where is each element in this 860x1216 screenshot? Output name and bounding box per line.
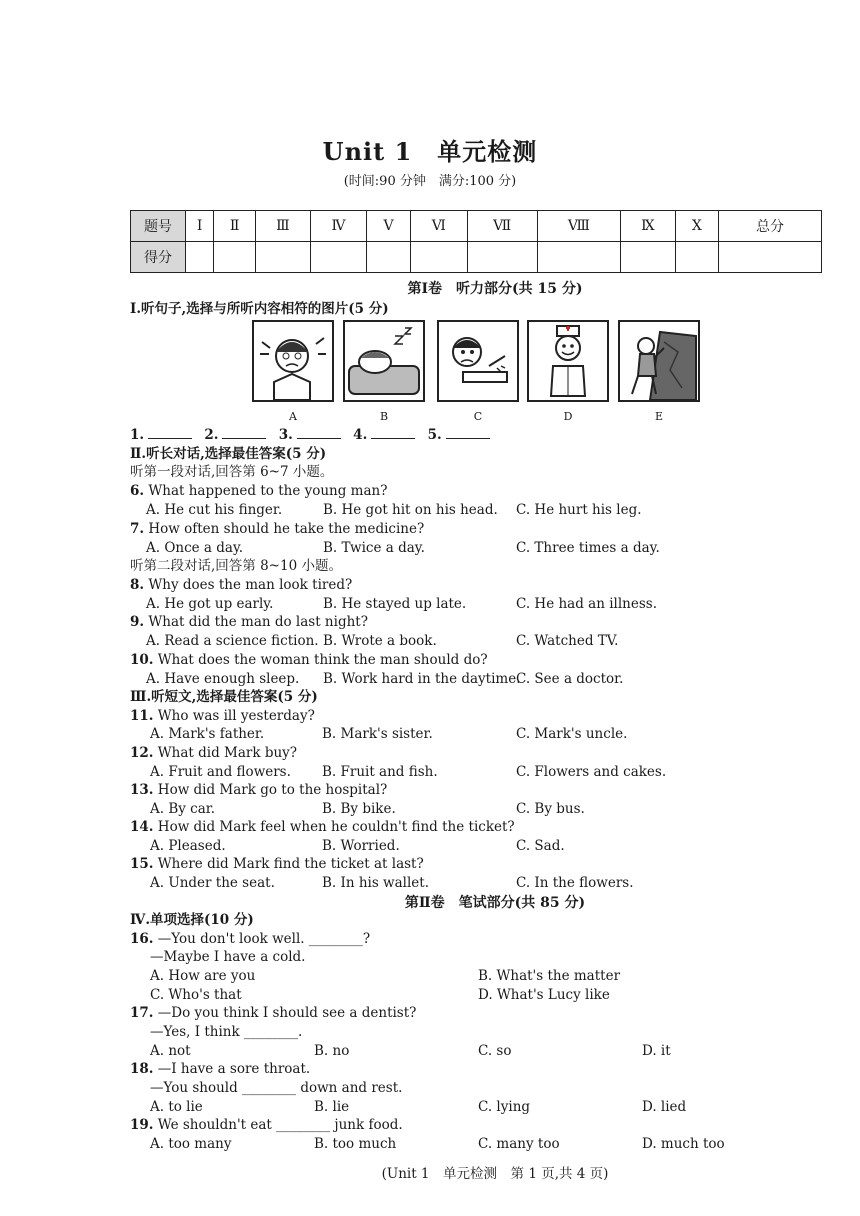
option-b[interactable]: B. By bike. [322, 801, 396, 817]
picture-label: E [654, 410, 664, 423]
score-cell[interactable] [214, 242, 256, 273]
question-stem: —Do you think I should see a dentist? [157, 1005, 417, 1021]
picture-d-doctor-icon [527, 320, 609, 402]
score-col: Ⅶ [467, 211, 537, 242]
question-text [130, 855, 424, 873]
score-col: Ⅷ [537, 211, 620, 242]
blank-number: 3. [278, 427, 293, 443]
option-c[interactable]: C. He had an illness. [516, 596, 657, 612]
section1-heading: Ⅰ.听句子,选择与所听内容相符的图片(5 分) [130, 301, 389, 317]
question-number: 17. [130, 1005, 154, 1021]
question-stem: How often should he take the medicine? [148, 521, 425, 537]
answer-blanks-row [130, 426, 498, 444]
question-stem: Why does the man look tired? [148, 577, 353, 593]
score-col: Ⅱ [214, 211, 256, 242]
score-cell[interactable] [410, 242, 467, 273]
option-c[interactable]: C. Watched TV. [516, 633, 619, 649]
score-cell[interactable] [675, 242, 718, 273]
question-number: 18. [130, 1061, 154, 1077]
picture-b-sleeping-icon [343, 320, 425, 402]
score-col: 总分 [718, 211, 821, 242]
question-text [130, 651, 488, 669]
question-stem: Where did Mark find the ticket at last? [157, 856, 424, 872]
score-cell[interactable] [620, 242, 675, 273]
option-a[interactable]: A. not [150, 1043, 191, 1059]
blank-number: 1. [130, 427, 145, 443]
score-col: Ⅴ [367, 211, 411, 242]
option-c[interactable]: C. lying [478, 1099, 531, 1115]
score-cell[interactable] [186, 242, 214, 273]
option-c[interactable]: C. many too [478, 1136, 560, 1152]
section2-intro1: 听第一段对话,回答第 6~7 小题。 [130, 464, 334, 480]
option-b[interactable]: B. In his wallet. [322, 875, 429, 891]
option-c[interactable]: C. See a doctor. [516, 671, 624, 687]
score-col: Ⅲ [255, 211, 310, 242]
section2-heading: Ⅱ.听长对话,选择最佳答案(5 分) [130, 446, 327, 462]
picture-a-headache-icon [252, 320, 334, 402]
question-number: 7. [130, 521, 145, 537]
picture-label: C [473, 410, 483, 423]
score-row-label: 得分 [131, 242, 186, 273]
option-a[interactable]: A. too many [150, 1136, 232, 1152]
picture-label: B [379, 410, 389, 423]
option-c[interactable]: C. Three times a day. [516, 540, 660, 556]
question-stem: We shouldn't eat ________ junk food. [157, 1117, 403, 1133]
option-c[interactable]: C. Sad. [516, 838, 565, 854]
option-b[interactable]: B. too much [314, 1136, 397, 1152]
section4-heading: Ⅳ.单项选择(10 分) [130, 912, 254, 928]
question-stem: How did Mark feel when he couldn't find the ticket? [157, 819, 515, 835]
option-b[interactable]: B. lie [314, 1099, 350, 1115]
score-col: Ⅸ [620, 211, 675, 242]
option-b[interactable]: B. Twice a day. [323, 540, 425, 556]
question-text [130, 520, 424, 538]
option-a[interactable]: A. He got up early. [146, 596, 274, 612]
score-col: Ⅳ [310, 211, 366, 242]
option-b[interactable]: B. Worried. [322, 838, 400, 854]
blank-number: 4. [353, 427, 368, 443]
option-a[interactable]: A. How are you [150, 968, 256, 984]
question-number: 13. [130, 782, 154, 798]
question-number: 15. [130, 856, 154, 872]
page-subtitle: (时间:90 分钟 满分:100 分) [343, 174, 517, 189]
score-cell[interactable] [310, 242, 366, 273]
picture-label: D [563, 410, 573, 423]
score-cell[interactable] [718, 242, 821, 273]
question-stem: —I have a sore throat. [157, 1061, 311, 1077]
picture-e-climbing-icon [618, 320, 700, 402]
option-c[interactable]: C. In the flowers. [516, 875, 634, 891]
part1-heading: 第Ⅰ卷 听力部分(共 15 分) [407, 281, 583, 297]
question-stem: What does the woman think the man should do? [157, 652, 488, 668]
question-stem: What did Mark buy? [157, 745, 298, 761]
option-c[interactable]: C. Flowers and cakes. [516, 764, 667, 780]
option-a[interactable]: A. Have enough sleep. [146, 671, 300, 687]
question-number: 16. [130, 931, 154, 947]
answer-blank[interactable] [148, 438, 192, 439]
option-c[interactable]: C. Who's that [150, 987, 242, 1003]
option-b[interactable]: B. He stayed up late. [323, 596, 467, 612]
question-text [130, 613, 368, 631]
question-stem: —You don't look well. ________? [157, 931, 371, 947]
score-cell[interactable] [367, 242, 411, 273]
question-text [130, 930, 370, 948]
picture-label: A [289, 410, 297, 423]
picture-c-cut-finger-icon [437, 320, 519, 402]
section3-heading: Ⅲ.听短文,选择最佳答案(5 分) [130, 689, 318, 705]
question-number: 19. [130, 1117, 154, 1133]
question-text [130, 744, 297, 762]
question-stem: Who was ill yesterday? [157, 708, 315, 724]
option-b[interactable]: B. Wrote a book. [323, 633, 437, 649]
score-cell[interactable] [467, 242, 537, 273]
question-stem: What happened to the young man? [148, 483, 388, 499]
option-d[interactable]: D. much too [642, 1136, 725, 1152]
option-c[interactable]: C. so [478, 1043, 512, 1059]
score-col: Ⅹ [675, 211, 718, 242]
option-c[interactable]: C. Mark's uncle. [516, 726, 628, 742]
score-table [130, 210, 822, 273]
page-footer: (Unit 1 单元检测 第 1 页,共 4 页) [381, 1166, 609, 1182]
question-line2: —You should ________ down and rest. [150, 1080, 403, 1096]
option-b[interactable]: B. What's the matter [478, 968, 621, 984]
question-line2: —Yes, I think ________. [150, 1024, 303, 1040]
question-text [130, 576, 352, 594]
option-a[interactable]: A. Pleased. [150, 838, 226, 854]
question-number: 9. [130, 614, 145, 630]
option-d[interactable]: D. lied [642, 1099, 687, 1115]
score-col: Ⅵ [410, 211, 467, 242]
score-table-header-row [131, 211, 822, 242]
question-text [130, 818, 515, 836]
option-c[interactable]: C. He hurt his leg. [516, 502, 642, 518]
option-a[interactable]: A. By car. [150, 801, 216, 817]
score-row-label: 题号 [131, 211, 186, 242]
question-text [130, 1060, 310, 1078]
answer-blank[interactable] [371, 438, 415, 439]
answer-blank[interactable] [446, 438, 490, 439]
option-a[interactable]: A. Mark's father. [150, 726, 265, 742]
question-text [130, 707, 315, 725]
question-text [130, 482, 387, 500]
question-text [130, 1116, 403, 1134]
answer-blank[interactable] [222, 438, 266, 439]
question-number: 10. [130, 652, 154, 668]
option-b[interactable]: B. no [314, 1043, 350, 1059]
option-a[interactable]: A. to lie [150, 1099, 203, 1115]
score-table-score-row [131, 242, 822, 273]
option-b[interactable]: B. Fruit and fish. [322, 764, 438, 780]
option-a[interactable]: A. He cut his finger. [146, 502, 283, 518]
option-c[interactable]: C. By bus. [516, 801, 585, 817]
question-stem: How did Mark go to the hospital? [157, 782, 388, 798]
question-stem: What did the man do last night? [148, 614, 368, 630]
question-number: 11. [130, 708, 154, 724]
question-number: 12. [130, 745, 154, 761]
option-d[interactable]: D. it [642, 1043, 671, 1059]
option-a[interactable]: A. Read a science fiction. [146, 633, 319, 649]
score-cell[interactable] [255, 242, 310, 273]
option-b[interactable]: B. He got hit on his head. [323, 502, 498, 518]
question-number: 8. [130, 577, 145, 593]
option-a[interactable]: A. Fruit and flowers. [150, 764, 291, 780]
question-text [130, 781, 387, 799]
option-b[interactable]: B. Mark's sister. [322, 726, 433, 742]
blank-number: 2. [204, 427, 219, 443]
score-col: Ⅰ [186, 211, 214, 242]
blank-number: 5. [427, 427, 442, 443]
answer-blank[interactable] [297, 438, 341, 439]
question-number: 14. [130, 819, 154, 835]
question-line2: —Maybe I have a cold. [150, 949, 306, 965]
score-cell[interactable] [537, 242, 620, 273]
option-b[interactable]: B. Work hard in the daytime. [323, 671, 521, 687]
part2-heading: 第Ⅱ卷 笔试部分(共 85 分) [404, 895, 586, 911]
section2-intro2: 听第二段对话,回答第 8~10 小题。 [130, 558, 342, 574]
option-a[interactable]: A. Once a day. [146, 540, 244, 556]
option-d[interactable]: D. What's Lucy like [478, 987, 610, 1003]
question-number: 6. [130, 483, 145, 499]
option-a[interactable]: A. Under the seat. [150, 875, 275, 891]
page-title: Unit 1 单元检测 [322, 137, 538, 166]
question-text [130, 1004, 416, 1022]
